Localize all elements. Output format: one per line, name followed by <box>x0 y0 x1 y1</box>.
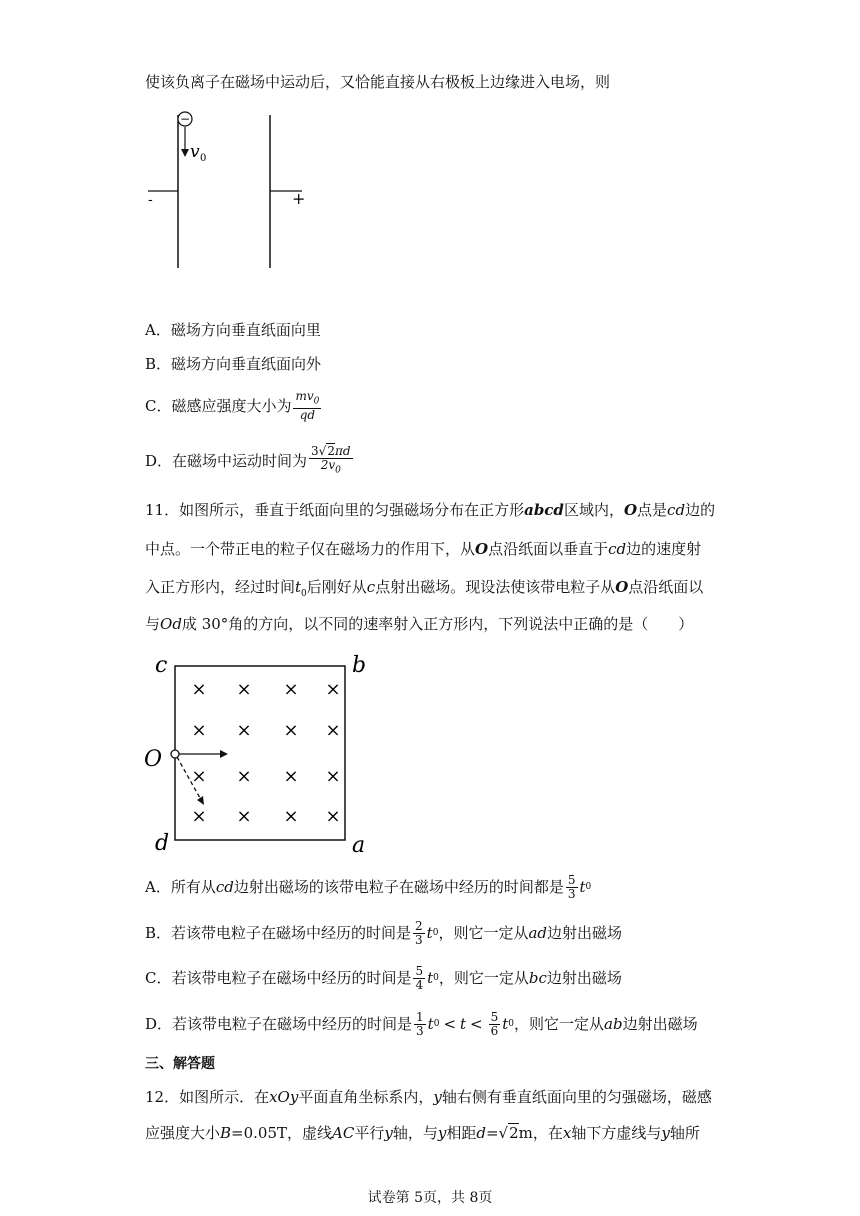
q10-c-num: mv <box>295 388 314 403</box>
field-cross-icon: × <box>283 720 299 741</box>
q10-option-a: A．磁场方向垂直纸面向里 <box>145 321 321 339</box>
q11-d-den2: 6 <box>490 1023 499 1038</box>
q11-d-lt2: < <box>470 1015 483 1033</box>
q12-l2k: = <box>485 1124 499 1142</box>
page-footer: 试卷第 5页，共 8页 <box>367 1190 493 1206</box>
q10-d-num-root: 2 <box>327 443 335 458</box>
corner-c-label: c <box>155 653 168 678</box>
field-cross-icon: × <box>325 679 341 700</box>
velocity-arrowhead-icon <box>181 149 189 157</box>
q11-d-lt1: < <box>443 1015 457 1033</box>
q11-line-4 <box>145 614 693 634</box>
q11-b-sub: 0 <box>432 928 439 938</box>
q11-d-edge: ab <box>604 1015 623 1033</box>
field-cross-icon: × <box>191 806 207 827</box>
intro-text: 使该负离子在磁场中运动后，又恰能直接从右极板上边缘进入电场，则 <box>145 73 611 91</box>
q11-l3b: t <box>295 578 302 596</box>
q12-l1e: 轴右侧有垂直纸面向里的匀强磁场，磁感 <box>441 1088 712 1106</box>
square-field-figure <box>140 650 380 860</box>
q11-c-den: 4 <box>415 977 424 992</box>
q11-b-end: 边射出磁场 <box>547 924 623 942</box>
q11-l3b-sub: 0 <box>301 589 307 599</box>
q11-l1b: abcd <box>524 501 564 519</box>
field-cross-icon: × <box>325 806 341 827</box>
q11-l1f: cd <box>667 501 686 519</box>
q11-l3a: 入正方形内，经过时间 <box>145 578 296 596</box>
q11-a-den: 3 <box>567 886 576 901</box>
q11-c-t: t <box>427 969 434 987</box>
q11-option-b <box>145 913 622 953</box>
q10-d-num-b: πd <box>334 443 351 458</box>
q11-d-fraction-1 <box>414 1011 426 1038</box>
horizontal-arrowhead-icon <box>220 750 228 758</box>
point-o-label: O <box>144 747 163 772</box>
q12-l2d: AC <box>332 1124 355 1142</box>
q11-b-den: 3 <box>415 932 423 947</box>
q11-c-fraction <box>413 965 425 992</box>
q12-l1c: 平面直角坐标系内， <box>298 1088 434 1106</box>
q12-l1a: 12．如图所示．在 <box>145 1088 270 1106</box>
q11-line-3 <box>145 577 703 604</box>
q11-option-a <box>145 867 591 907</box>
field-cross-icon: × <box>191 720 207 741</box>
field-cross-icon: × <box>325 766 341 787</box>
q12-l2h: y <box>437 1124 447 1142</box>
q12-l2b: B <box>220 1124 232 1142</box>
q11-d-t2: t <box>502 1015 509 1033</box>
q11-l1g: 边的 <box>685 501 716 519</box>
ion-charge-sign: − <box>179 112 191 126</box>
capacitor-figure <box>140 105 320 275</box>
q11-l2a: 中点。一个带正电的粒子仅在磁场力的作用下，从 <box>145 540 476 558</box>
q11-a-num: 5 <box>567 872 576 887</box>
q11-l1e: 点是 <box>637 501 668 519</box>
q11-l2e: 边的速度射 <box>626 540 702 558</box>
q11-b-prefix: B．若该带电粒子在磁场中经历的时间是 <box>145 924 412 942</box>
q11-a-fraction <box>566 874 578 901</box>
q11-a-mid: 边射出磁场的该带电粒子在磁场中经历的时间都是 <box>233 878 564 896</box>
corner-d-label: d <box>155 831 170 856</box>
field-crosses <box>191 679 340 827</box>
field-cross-icon: × <box>191 766 207 787</box>
q11-option-c <box>145 958 622 998</box>
q10-d-prefix: D．在磁场中运动时间为 <box>145 452 308 470</box>
right-plate-sign: + <box>292 189 306 208</box>
q10-d-den: 2v <box>320 457 336 472</box>
q11-line-2 <box>145 539 701 559</box>
q11-l2b: O <box>475 540 489 558</box>
field-cross-icon: × <box>283 806 299 827</box>
q10-d-fraction: $\frac{3√2\pi d}{2v_0}$ <box>311 443 351 476</box>
q11-d-fraction-2 <box>489 1011 501 1038</box>
field-cross-icon: × <box>236 806 252 827</box>
q11-a-sub: 0 <box>585 882 592 892</box>
corner-a-label: a <box>352 833 366 858</box>
q12-l2q: 轴所 <box>669 1124 700 1142</box>
q11-l3f: O <box>615 578 629 596</box>
q11-l2d: cd <box>608 540 627 558</box>
q12-l2c: =0.05T，虚线 <box>231 1124 333 1142</box>
q11-d-mid: ，则它一定从 <box>514 1015 605 1033</box>
q11-d-sub2: 0 <box>508 1019 515 1029</box>
q10-d-num-a: 3 <box>311 443 319 458</box>
q12-l2j: d <box>476 1124 486 1142</box>
field-cross-icon: × <box>236 720 252 741</box>
q11-d-den1: 3 <box>416 1023 424 1038</box>
field-cross-icon: × <box>236 679 252 700</box>
q11-b-t: t <box>426 924 433 942</box>
q11-a-t: t <box>579 878 586 896</box>
q11-l4b: Od <box>160 615 182 633</box>
q12-l2l: 2 <box>509 1124 519 1142</box>
q10-option-d <box>145 441 355 481</box>
q12-l2p: y <box>661 1124 670 1142</box>
q11-option-d <box>145 1004 698 1044</box>
left-plate-sign: - <box>148 192 153 208</box>
q11-l3g: 点沿纸面以 <box>628 578 704 596</box>
q11-l1c: 区域内， <box>563 501 624 519</box>
q12-l2a: 应强度大小 <box>145 1124 221 1142</box>
q11-b-mid: ，则它一定从 <box>438 924 529 942</box>
q11-b-fraction <box>413 920 425 947</box>
q10-d-den-sub: 0 <box>335 465 341 476</box>
field-cross-icon: × <box>283 679 299 700</box>
q11-d-num1: 1 <box>416 1009 424 1024</box>
q11-l1d: O <box>623 501 638 519</box>
q11-d-t1: t <box>427 1015 434 1033</box>
q11-d-t: t <box>460 1015 467 1033</box>
q12-l2f: y <box>384 1124 393 1142</box>
field-cross-icon: × <box>325 720 341 741</box>
q12-l2n: x <box>562 1124 572 1142</box>
q12-l1d: y <box>433 1088 442 1106</box>
q11-c-edge: bc <box>528 969 547 987</box>
q10-c-prefix: C．磁感应强度大小为 <box>145 397 292 415</box>
q11-a-cd: cd <box>215 878 234 896</box>
q11-l3d: c <box>366 578 376 596</box>
q12-l2o: 轴下方虚线与 <box>571 1124 662 1142</box>
q12-line-1 <box>145 1087 712 1107</box>
q11-c-sub: 0 <box>433 973 439 983</box>
velocity-label: v <box>190 142 200 162</box>
q11-c-num: 5 <box>415 963 424 978</box>
field-cross-icon: × <box>283 766 299 787</box>
point-o-marker <box>171 750 179 758</box>
q12-l1b: xOy <box>269 1088 299 1106</box>
field-cross-icon: × <box>191 679 207 700</box>
q11-d-sub1: 0 <box>433 1019 440 1029</box>
corner-b-label: b <box>352 653 367 678</box>
q11-l1a: 11．如图所示，垂直于纸面向里的匀强磁场分布在正方形 <box>145 501 525 519</box>
q11-line-1 <box>145 500 715 520</box>
q12-line-2: 应强度大小B=0.05T，虚线AC平行y轴，与y相距d=√2m，在x轴下方虚线与y轴所 <box>145 1124 700 1142</box>
q12-l2i: 相距 <box>446 1124 477 1142</box>
section-heading: 三、解答题 <box>145 1056 215 1072</box>
q12-l2e: 平行 <box>354 1124 385 1142</box>
q11-l3e: 点射出磁场。现设法使该带电粒子从 <box>375 578 616 596</box>
q11-l3c: 后刚好从 <box>306 578 367 596</box>
q11-l2c: 点沿纸面以垂直于 <box>488 540 609 558</box>
q11-a-prefix: A．所有从 <box>145 878 216 896</box>
q11-c-end: 边射出磁场 <box>546 969 622 987</box>
q10-option-c <box>145 386 323 426</box>
q11-c-prefix: C．若该带电粒子在磁场中经历的时间是 <box>145 969 412 987</box>
q11-d-num2: 5 <box>490 1009 499 1024</box>
q11-c-mid: ，则它一定从 <box>438 969 529 987</box>
q10-c-num-sub: 0 <box>313 396 320 407</box>
field-cross-icon: × <box>236 766 252 787</box>
q12-l2g: 轴，与 <box>392 1124 438 1142</box>
q11-b-num: 2 <box>415 918 423 933</box>
dashed-arrowhead-icon <box>197 796 204 805</box>
q11-d-prefix: D．若该带电粒子在磁场中经历的时间是 <box>145 1015 413 1033</box>
q11-l4c: 成 30°角的方向，以不同的速率射入正方形内，下列说法中正确的是（ ） <box>181 615 694 633</box>
q11-b-edge: ad <box>528 924 547 942</box>
q12-l2m: m，在 <box>518 1124 563 1142</box>
q11-d-end: 边射出磁场 <box>622 1015 698 1033</box>
q10-c-den: qd <box>299 408 316 423</box>
q11-l4a: 与 <box>145 615 161 633</box>
q10-c-fraction <box>293 390 321 422</box>
velocity-subscript: 0 <box>200 153 207 164</box>
q10-option-b: B．磁场方向垂直纸面向外 <box>145 355 322 373</box>
